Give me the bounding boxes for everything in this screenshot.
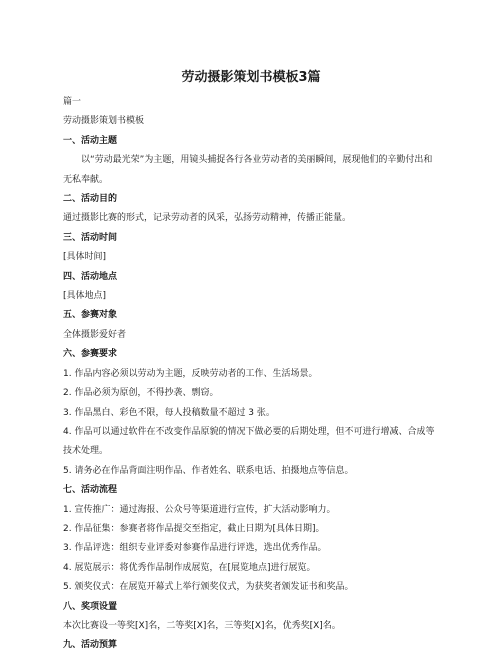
paragraph-line: 本次比赛设一等奖[X]名，二等奖[X]名，三等奖[X]名，优秀奖[X]名。 [63, 620, 341, 631]
section-heading: 四、活动地点 [63, 271, 118, 282]
section-heading: 三、活动时间 [63, 232, 118, 243]
section-heading: 二、活动目的 [63, 194, 118, 205]
paragraph-line: 3. 作品评选：组织专业评委对参赛作品进行评选，选出优秀作品。 [63, 543, 327, 554]
section-heading: 八、奖项设置 [63, 601, 118, 612]
section-heading: 九、活动预算 [63, 640, 118, 651]
document-title: 劳动摄影策划书模板3篇 [181, 70, 321, 85]
paragraph-line: 5. 颁奖仪式：在展览开幕式上举行颁奖仪式，为获奖者颁发证书和奖品。 [63, 582, 354, 593]
section-heading: 五、参赛对象 [63, 310, 118, 321]
paragraph-line: 通过摄影比赛的形式，记录劳动者的风采，弘扬劳动精神，传播正能量。 [63, 213, 352, 224]
paragraph-line: 1. 作品内容必须以劳动为主题，反映劳动者的工作、生活场景。 [63, 368, 318, 379]
paragraph-line: 2. 作品必须为原创，不得抄袭、剽窃。 [63, 388, 219, 399]
paragraph-line: 5. 请务必在作品背面注明作品、作者姓名、联系电话、拍摄地点等信息。 [63, 465, 354, 476]
paragraph-line: 2. 作品征集：参赛者将作品提交至指定，截止日期为[具体日期]。 [63, 523, 325, 534]
paragraph-line: 篇一 [63, 97, 82, 107]
paragraph-line: 4. 展览展示：将优秀作品制作成展览，在[展览地点]进行展览。 [63, 562, 316, 573]
paragraph-line: 全体摄影爱好者 [63, 329, 127, 340]
paragraph-line: 以“劳动最光荣”为主题，用镜头捕捉各行各业劳动者的美丽瞬间，展现他们的辛勤付出和无私奉献。 [63, 155, 433, 185]
section-heading: 一、活动主题 [63, 135, 118, 146]
paragraph-line: [具体时间] [63, 252, 107, 263]
paragraph-line: 劳动摄影策划书模板 [63, 116, 145, 127]
document-body [63, 93, 441, 656]
section-heading: 七、活动流程 [63, 485, 118, 496]
paragraph-line: [具体地点] [63, 291, 107, 302]
paragraph-line: 3. 作品黑白、彩色不限，每人投稿数量不超过 3 张。 [63, 407, 275, 418]
paragraph-line: 1. 宣传推广：通过海报、公众号等渠道进行宣传，扩大活动影响力。 [63, 504, 336, 515]
section-heading: 六、参赛要求 [63, 349, 118, 360]
paragraph-line: 4. 作品可以通过软件在不改变作品原貌的情况下做必要的后期处理，但不可进行增减、合成等技术处理。 [63, 426, 435, 457]
